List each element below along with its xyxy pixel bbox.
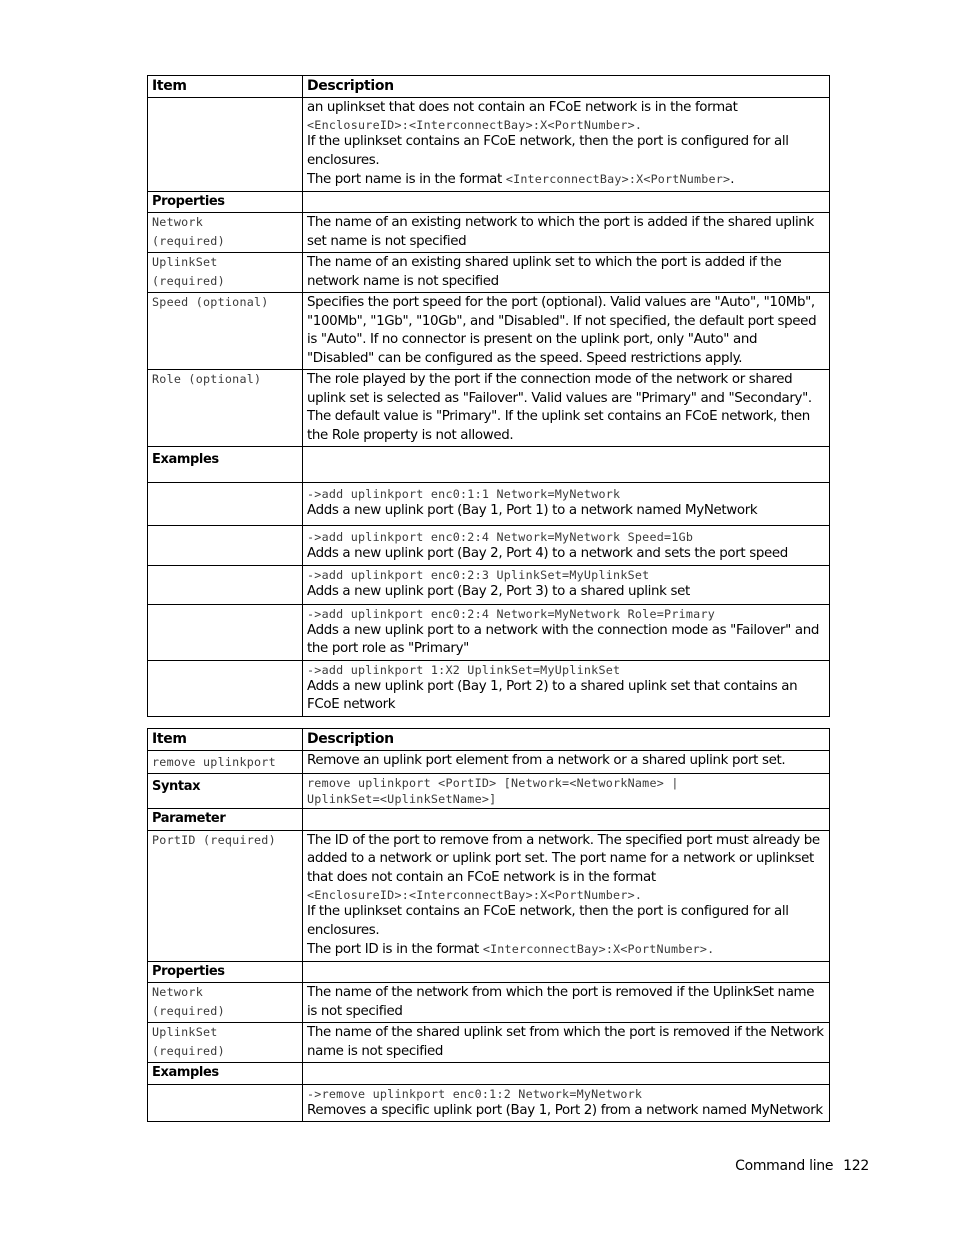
example-row [148,483,830,526]
property-row [148,213,830,253]
page-footer [735,1158,869,1174]
example-command: ->add uplinkport 1:X2 UplinkSet=MyUplinkSet [307,662,621,677]
command-name: remove uplinkport [152,754,276,769]
property-row [148,1023,830,1063]
example-command: ->add uplinkport enc0:2:4 Network=MyNetwork Role=Primary [307,606,716,621]
footer-section-title: Command line [735,1158,834,1174]
property-name: Network (required) [152,985,225,1018]
page-number: 122 [843,1158,869,1174]
table-header-row [148,76,830,98]
item-column-header: Item [148,729,303,751]
examples-label: Examples [148,1063,303,1085]
continuation-row [148,97,830,191]
example-description: Adds a new uplink port (Bay 1, Port 2) to a shared uplink set that contains an FCoE network [307,678,798,712]
property-description: The name of an existing network to which the port is added if the shared uplink set name is not specified [303,213,830,253]
format-code: <EnclosureID>:<InterconnectBay>:X<PortNumber>. [307,888,643,902]
properties-label: Properties [148,191,303,213]
property-row [148,370,830,447]
parameter-section-row [148,809,830,831]
example-row [148,526,830,566]
syntax-label: Syntax [148,774,303,809]
example-description: Removes a specific uplink port (Bay 1, Port 2) from a network named MyNetwork [307,1102,823,1118]
examples-section-row [148,447,830,483]
property-description: The name of an existing shared uplink set to which the port is added if the network name is not specified [303,253,830,293]
property-name: Speed (optional) [152,295,269,309]
description-column-header: Description [303,729,830,751]
parameter-description [303,830,830,961]
examples-section-row [148,1063,830,1085]
parameter-name: PortID (required) [152,832,276,847]
property-row [148,983,830,1023]
example-command: ->remove uplinkport enc0:1:2 Network=MyNetwork [307,1086,643,1101]
fcoe-note: If the uplinkset contains an FCoE network, then the port is configured for all enclosures. [307,134,789,168]
syntax-row [148,774,830,809]
property-description: Specifies the port speed for the port (optional). Valid values are "Auto", "10Mb", "100Mb", "1Gb", "10Gb", and "Disabled". If not specified, the default port speed is "Auto". If no connector is present on the uplink port, only "Auto" and "Disabled" can be configured as the speed. Speed restrictions apply. [303,293,830,370]
parameter-text: The ID of the port to remove from a network. The specified port must already be added to a network or uplink port set. The port name for a network or uplinkset that does not contain an FCoE network is in the format [307,832,820,885]
remove-uplinkport-table [147,728,830,1122]
property-name: Role (optional) [152,372,262,386]
syntax-value: remove uplinkport <PortID> [Network=<NetworkName> | UplinkSet=<UplinkSetName>] [307,776,679,806]
properties-label: Properties [148,961,303,983]
command-description: Remove an uplink port element from a network or a shared uplink port set. [303,750,830,774]
example-command: ->add uplinkport enc0:1:1 Network=MyNetwork [307,487,621,501]
port-name-format: The port name is in the format <InterconnectBay>:X<PortNumber>. [307,172,735,187]
parameter-label: Parameter [148,809,303,831]
format-code: <EnclosureID>:<InterconnectBay>:X<PortNumber>. [307,118,643,132]
example-command: ->add uplinkport enc0:2:3 UplinkSet=MyUplinkSet [307,567,650,582]
property-row [148,253,830,293]
properties-section-row [148,191,830,213]
item-column-header: Item [148,76,303,98]
example-row [148,604,830,660]
example-row [148,660,830,716]
examples-label: Examples [148,447,303,483]
port-id-code: <InterconnectBay>:X<PortNumber>. [482,942,715,956]
property-name: UplinkSet (required) [152,1025,225,1058]
example-description: Adds a new uplink port to a network with the connection mode as "Failover" and the port role as "Primary" [307,622,820,656]
port-id-format: The port ID is in the format <InterconnectBay>:X<PortNumber>. [307,942,715,957]
property-description: The role played by the port if the connection mode of the network or shared uplink set is selected as "Failover". Valid values are "Primary" and "Secondary". The default value is "Primary". If the uplink set contains an FCoE network, then the Role property is not allowed. [303,370,830,447]
example-command: ->add uplinkport enc0:2:4 Network=MyNetwork Speed=1Gb [307,530,694,544]
table-header-row [148,729,830,751]
property-description: The name of the shared uplink set from which the port is removed if the Network name is not specified [303,1023,830,1063]
description-column-header: Description [303,76,830,98]
properties-section-row [148,961,830,983]
continuation-text: an uplinkset that does not contain an FCoE network is in the format [307,99,738,115]
property-row [148,293,830,370]
continuation-description [303,97,830,191]
example-row [148,1084,830,1122]
example-row [148,565,830,604]
fcoe-note: If the uplinkset contains an FCoE network, then the port is configured for all enclosures. [307,904,789,938]
example-description: Adds a new uplink port (Bay 2, Port 3) to a shared uplink set [307,583,690,599]
property-description: The name of the network from which the port is removed if the UplinkSet name is not specified [303,983,830,1023]
parameter-row [148,830,830,961]
example-description: Adds a new uplink port (Bay 1, Port 1) to a network named MyNetwork [307,503,758,518]
property-name: UplinkSet (required) [152,255,225,288]
command-row [148,750,830,774]
add-uplinkport-table [147,75,830,717]
port-name-code: <InterconnectBay>:X<PortNumber> [505,172,731,186]
example-description: Adds a new uplink port (Bay 2, Port 4) to a network and sets the port speed [307,546,788,561]
property-name: Network (required) [152,215,225,248]
